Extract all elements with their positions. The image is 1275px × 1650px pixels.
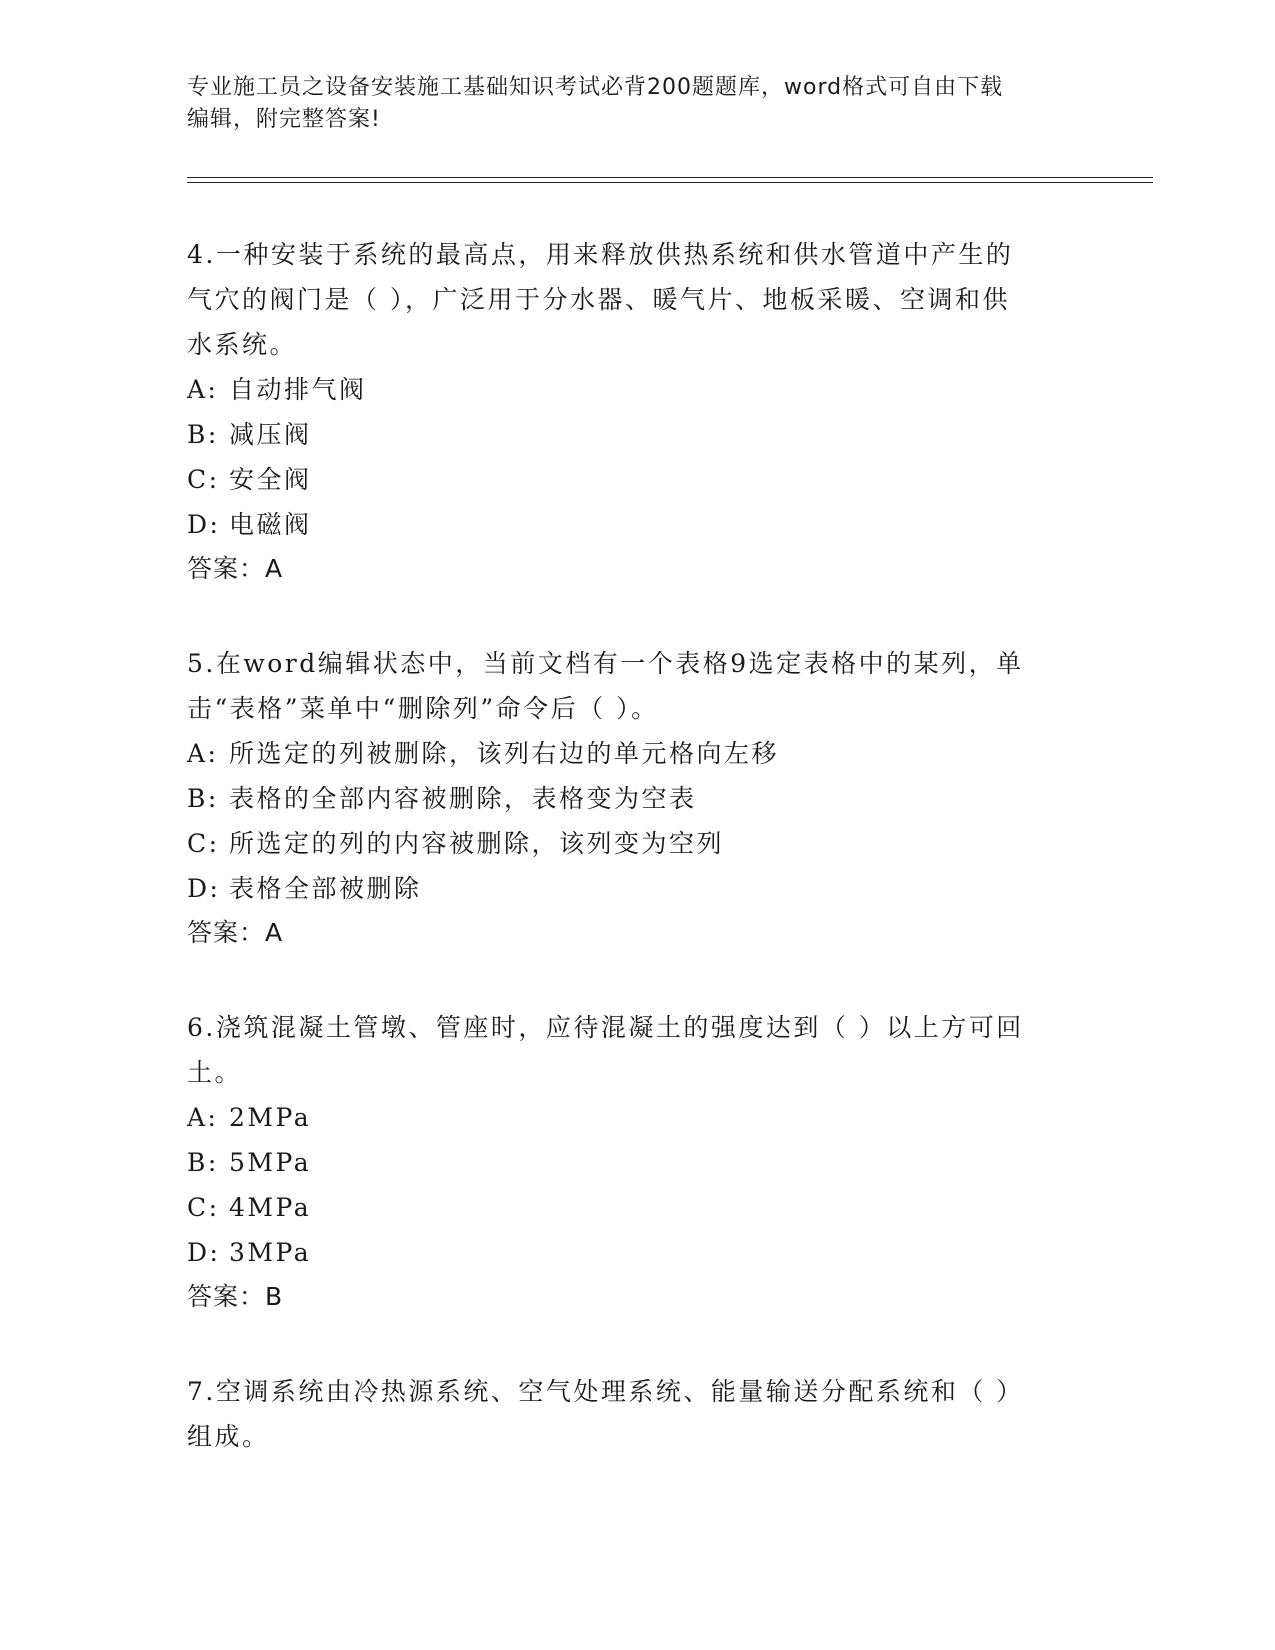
option-key: C: — [187, 465, 220, 494]
option-text: 4MPa — [229, 1193, 312, 1222]
option-a — [187, 731, 1087, 776]
option-d — [187, 866, 1087, 911]
option-c — [187, 821, 1087, 866]
option-text: 5MPa — [229, 1148, 312, 1177]
answer: 答案：A — [187, 554, 284, 583]
option-b — [187, 1140, 1087, 1185]
question-text-line: 4.一种安装于系统的最高点，用来释放供热系统和供水管道中产生的 — [187, 240, 1014, 269]
option-text: 所选定的列的内容被删除，该列变为空列 — [229, 829, 725, 858]
option-text: 自动排气阀 — [229, 375, 367, 404]
option-text: 表格全部被删除 — [229, 874, 422, 903]
option-key: B: — [187, 420, 219, 449]
option-key: A: — [187, 1103, 219, 1132]
option-key: C: — [187, 829, 220, 858]
option-key: B: — [187, 1148, 219, 1177]
option-text: 减压阀 — [229, 420, 312, 449]
document-header — [187, 72, 1067, 136]
option-c — [187, 1185, 1087, 1230]
question-5 — [187, 641, 1087, 955]
option-key: A: — [187, 375, 219, 404]
header-divider-bottom — [187, 182, 1153, 183]
option-key: D: — [187, 1238, 221, 1267]
option-text: 电磁阀 — [229, 510, 312, 539]
question-text-line: 6.浇筑混凝土管墩、管座时，应待混凝土的强度达到（ ）以上方可回 — [187, 1013, 1024, 1042]
option-text: 2MPa — [229, 1103, 312, 1132]
option-key: C: — [187, 1193, 220, 1222]
question-list — [187, 232, 1087, 1509]
option-text: 3MPa — [229, 1238, 312, 1267]
answer: 答案：A — [187, 918, 284, 947]
option-key: A: — [187, 739, 219, 768]
question-4 — [187, 232, 1087, 591]
question-7 — [187, 1369, 1087, 1459]
option-text: 表格的全部内容被删除，表格变为空表 — [229, 784, 697, 813]
option-d — [187, 502, 1087, 547]
option-b — [187, 412, 1087, 457]
option-a — [187, 1095, 1087, 1140]
header-divider-top — [187, 177, 1153, 178]
option-c — [187, 457, 1087, 502]
option-key: D: — [187, 874, 221, 903]
option-text: 所选定的列被删除，该列右边的单元格向左移 — [229, 739, 780, 768]
answer: 答案：B — [187, 1282, 284, 1311]
option-a — [187, 367, 1087, 412]
question-text-line: 气穴的阀门是（ ），广泛用于分水器、暖气片、地板采暖、空调和供 — [187, 285, 1010, 314]
option-key: D: — [187, 510, 221, 539]
header-line-1: 专业施工员之设备安装施工基础知识考试必背200题题库，word格式可自由下载 — [187, 75, 1004, 100]
option-key: B: — [187, 784, 219, 813]
question-6 — [187, 1005, 1087, 1319]
question-text-line: 土。 — [187, 1058, 243, 1087]
option-b — [187, 776, 1087, 821]
option-d — [187, 1230, 1087, 1275]
question-text-line: 击“表格”菜单中“删除列”命令后（ ）。 — [187, 694, 659, 723]
question-text-line: 5.在word编辑状态中，当前文档有一个表格9选定表格中的某列，单 — [187, 649, 1024, 678]
question-text-line: 组成。 — [187, 1422, 270, 1451]
question-text-line: 7.空调系统由冷热源系统、空气处理系统、能量输送分配系统和（ ） — [187, 1377, 1024, 1406]
header-line-2: 编辑，附完整答案! — [187, 107, 381, 132]
question-text-line: 水系统。 — [187, 330, 298, 359]
option-text: 安全阀 — [229, 465, 312, 494]
